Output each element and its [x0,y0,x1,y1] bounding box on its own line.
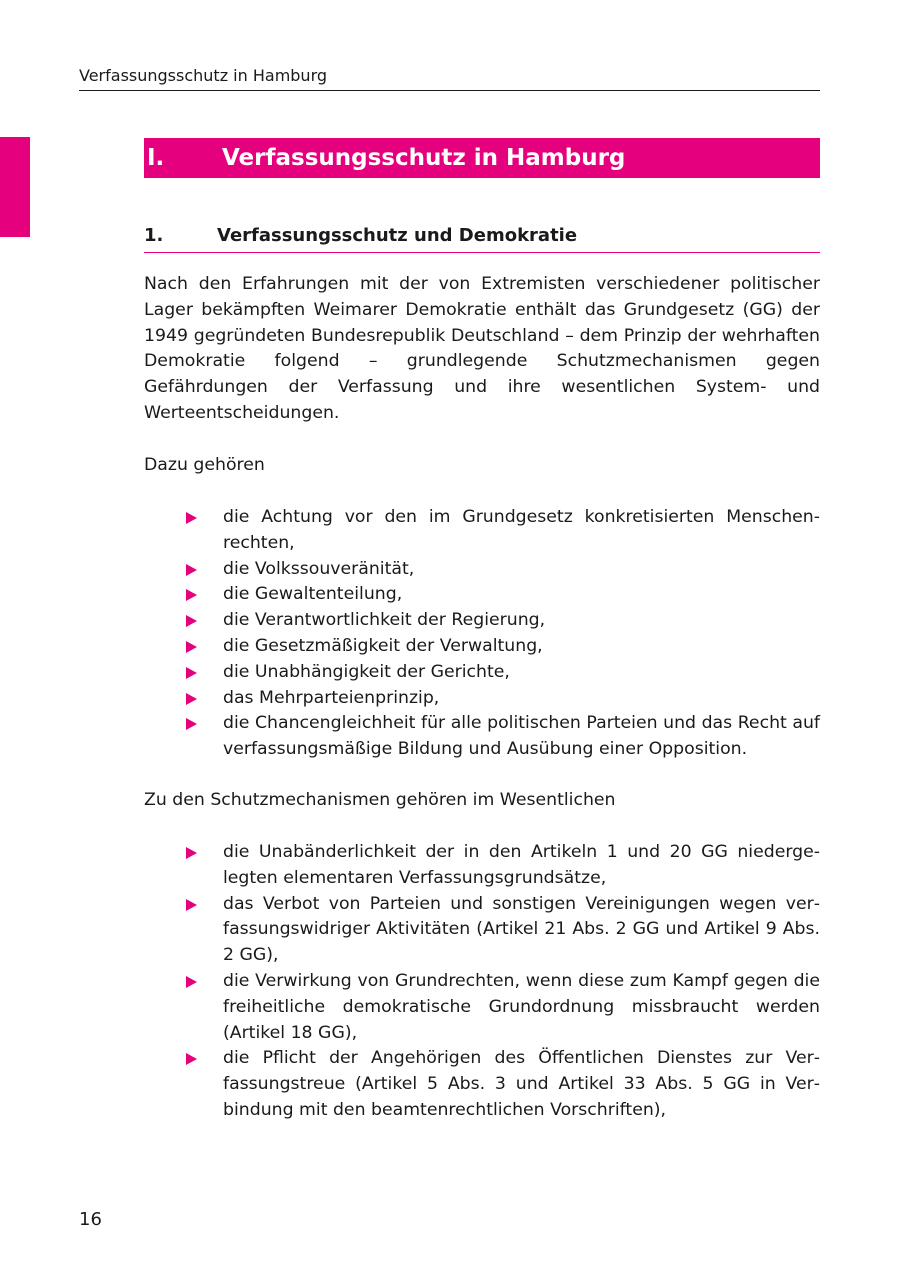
principles-list [144,505,820,763]
list-item-text: die Unabhängigkeit der Gerichte, [223,661,510,682]
list-item-text: die Pflicht der Angehörigen des Öffentlichen Dienstes zur Verfassungstreue (Artikel 5 Abs. 3 und Artikel 33 Abs. 5 GG in Verbindung mit den beamtenrechtlichen Vorschriften), [223,1048,820,1120]
bullet-triangle-icon [186,693,197,705]
lead-paragraph-2: Zu den Schutzmechanismen gehören im Wesentlichen [144,790,616,810]
list-item [144,505,820,557]
bullet-triangle-icon [186,718,197,730]
list-item [144,660,820,686]
section-title: Verfassungsschutz und Demokratie [217,225,578,246]
running-header: Verfassungsschutz in Hamburg [79,66,328,85]
lead-paragraph-1: Dazu gehören [144,455,265,475]
list-item [144,892,820,969]
page-number: 16 [79,1209,102,1230]
list-item [144,634,820,660]
mechanisms-list-wrapper [144,840,820,1124]
list-item-text: die Gewaltenteilung, [223,584,403,605]
list-item [144,1046,820,1123]
bullet-triangle-icon [186,564,197,576]
section-number: 1. [144,225,164,246]
bullet-triangle-icon [186,1053,197,1065]
list-item [144,686,820,712]
bullet-triangle-icon [186,899,197,911]
list-item [144,969,820,1046]
bullet-triangle-icon [186,512,197,524]
principles-list-wrapper [144,505,820,763]
list-item-text: das Mehrparteienprinzip, [223,687,440,708]
section-heading [144,223,820,253]
bullet-triangle-icon [186,641,197,653]
chapter-heading [144,138,820,178]
chapter-number: I. [147,145,165,171]
list-item [144,608,820,634]
header-rule [79,90,820,91]
intro-paragraph: Nach den Erfahrungen mit der von Extremisten verschiedener politischer Lager bekämpften Weimarer Demokratie enthält das Grundgesetz (GG) der 1949 gegründeten Bundesrepublik Deutschland – dem Prinzip der wehrhaften Demokratie folgend – grundlegende Schutzmechanismen gegen Gefährdungen der Verfassung und ihre wesentlichen System- und Werteentscheidungen. [144,274,820,423]
list-item-text: die Gesetzmäßigkeit der Verwaltung, [223,635,543,656]
bullet-triangle-icon [186,976,197,988]
list-item-text: die Achtung vor den im Grundgesetz konkretisierten Menschenrechten, [223,507,820,553]
list-item-text: die Unabänderlichkeit der in den Artikeln 1 und 20 GG niedergelegten elementaren Verfassungsgrundsätze, [223,842,820,888]
chapter-title: Verfassungsschutz in Hamburg [222,145,626,171]
list-item [144,582,820,608]
bullet-triangle-icon [186,589,197,601]
mechanisms-list [144,840,820,1124]
chapter-side-tab [0,137,30,237]
list-item [144,711,820,763]
list-item-text: die Verwirkung von Grundrechten, wenn diese zum Kampf gegen die freiheitliche demokratische Grundordnung missbraucht werden (Artikel 18 GG), [223,970,820,1043]
bullet-triangle-icon [186,615,197,627]
list-item-text: das Verbot von Parteien und sonstigen Vereinigungen wegen verfassungswidriger Aktivitäten (Artikel 21 Abs. 2 GG und Artikel 9 Abs. 2 GG), [223,893,820,966]
list-item [144,557,820,583]
list-item [144,840,820,892]
list-item-text: die Chancengleichheit für alle politischen Parteien und das Recht auf verfassungsmäßige Bildung und Ausübung einer Opposition. [223,713,820,760]
list-item-text: die Verantwortlichkeit der Regierung, [223,610,546,631]
bullet-triangle-icon [186,847,197,859]
bullet-triangle-icon [186,667,197,679]
list-item-text: die Volkssouveränität, [223,558,415,579]
